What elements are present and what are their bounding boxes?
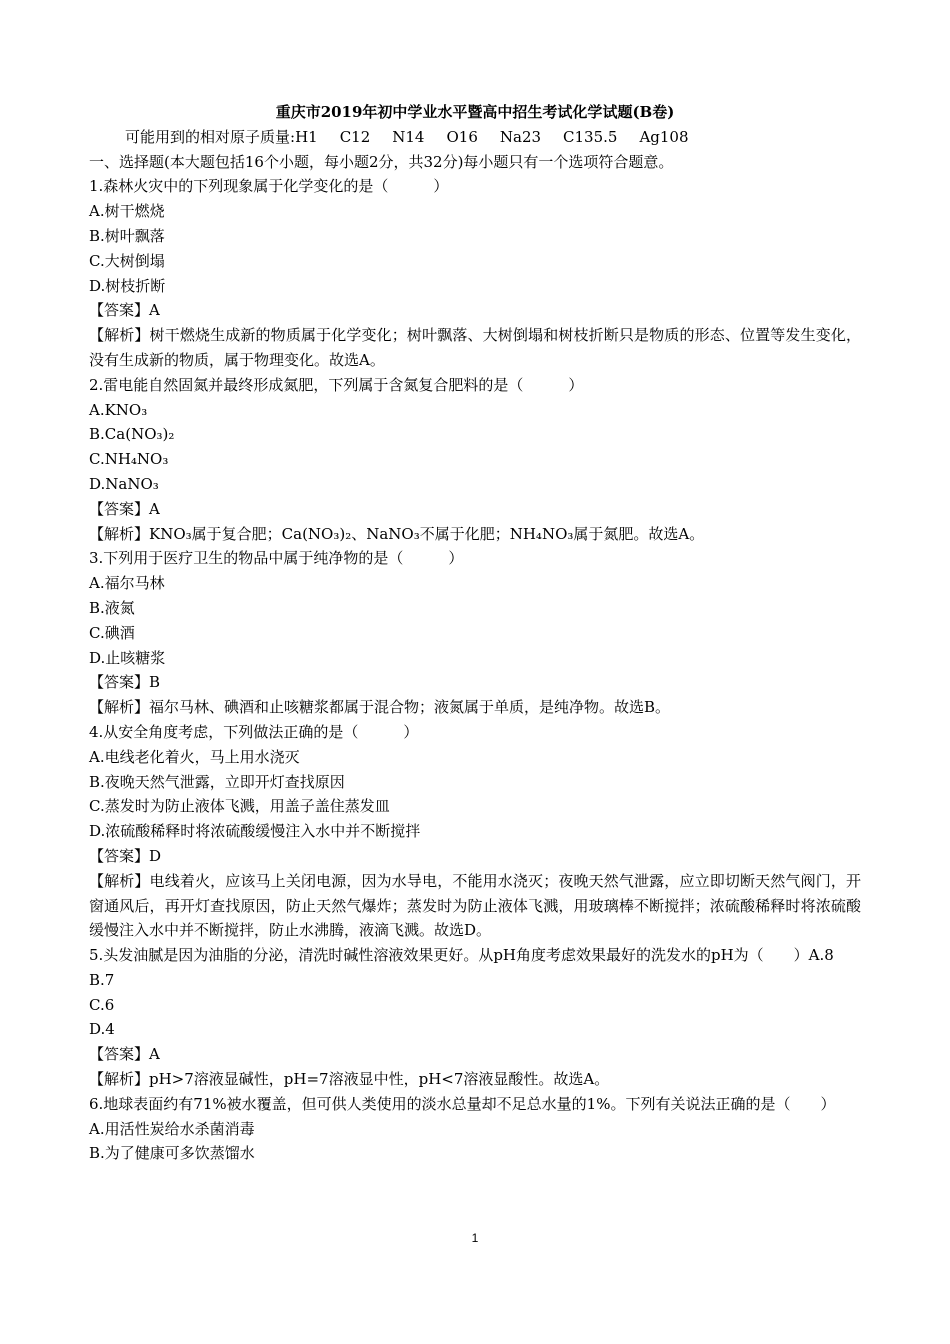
option-b: B.液氮 bbox=[89, 598, 135, 617]
option-d: D.4 bbox=[89, 1020, 115, 1039]
analysis: 【解析】pH>7溶液显碱性，pH=7溶液显中性，pH<7溶液显酸性。故选A。 bbox=[89, 1070, 610, 1089]
question-stem: 4.从安全角度考虑，下列做法正确的是（ ） bbox=[89, 722, 419, 741]
option-b: B.7 bbox=[89, 970, 115, 989]
page-number: 1 bbox=[471, 1231, 479, 1245]
atomic-mass-item: Ag108 bbox=[639, 127, 689, 146]
question-stem: 5.头发油腻是因为油脂的分泌，清洗时碱性溶液效果更好。从pH角度考虑效果最好的洗发水的pH为（ ）A.8 bbox=[89, 946, 834, 965]
answer: 【答案】B bbox=[89, 673, 161, 692]
option-a: A.福尔马林 bbox=[89, 574, 165, 593]
option-d: D.NaNO₃ bbox=[89, 474, 159, 493]
atomic-mass-item: C12 bbox=[339, 127, 371, 146]
option-c: C.NH₄NO₃ bbox=[89, 450, 169, 469]
atomic-mass-item: Na23 bbox=[499, 127, 542, 146]
atomic-masses bbox=[89, 125, 861, 150]
option-d: D.树枝折断 bbox=[89, 276, 166, 295]
atomic-mass-item: N14 bbox=[392, 127, 425, 146]
answer: 【答案】A bbox=[89, 301, 160, 320]
option-a: A.用活性炭给水杀菌消毒 bbox=[89, 1119, 255, 1138]
option-b: B.为了健康可多饮蒸馏水 bbox=[89, 1144, 255, 1163]
section-heading: 一、选择题(本大题包括16个小题，每小题2分，共32分)每小题只有一个选项符合题意。 bbox=[89, 152, 674, 171]
question-stem: 2.雷电能自然固氮并最终形成氮肥，下列属于含氮复合肥料的是（ ） bbox=[89, 375, 584, 394]
option-c: C.大树倒塌 bbox=[89, 251, 165, 270]
option-c: C.6 bbox=[89, 995, 115, 1014]
analysis: 【解析】树干燃烧生成新的物质属于化学变化；树叶飘落、大树倒塌和树枝折断只是物质的形态、位置等发生变化，没有生成新的物质，属于物理变化。故选A。 bbox=[89, 326, 861, 369]
analysis: 【解析】电线着火，应该马上关闭电源，因为水导电，不能用水浇灭；夜晚天然气泄露，应立即切断天然气阀门，开窗通风后，再开灯查找原因，防止天然气爆炸；蒸发时为防止液体飞溅，用玻璃棒不断搅拌；浓硫酸稀释时将浓硫酸缓慢注入水中并不断搅拌，防止水沸腾，液滴飞溅。故选D。 bbox=[89, 871, 861, 940]
atomic-mass-item: C135.5 bbox=[563, 127, 618, 146]
option-b: B.树叶飘落 bbox=[89, 226, 165, 245]
option-a: A.电线老化着火，马上用水浇灭 bbox=[89, 747, 300, 766]
option-d: D.浓硫酸稀释时将浓硫酸缓慢注入水中并不断搅拌 bbox=[89, 822, 421, 841]
atomic-masses-label: 可能用到的相对原子质量: bbox=[125, 127, 296, 146]
analysis: 【解析】福尔马林、碘酒和止咳糖浆都属于混合物；液氮属于单质，是纯净物。故选B。 bbox=[89, 698, 671, 717]
option-d: D.止咳糖浆 bbox=[89, 648, 166, 667]
question-stem: 3.下列用于医疗卫生的物品中属于纯净物的是（ ） bbox=[89, 549, 464, 568]
question-stem: 6.地球表面约有71%被水覆盖，但可供人类使用的淡水总量却不足总水量的1%。下列有关说法正确的是（ ） bbox=[89, 1094, 836, 1113]
option-a: A.树干燃烧 bbox=[89, 202, 165, 221]
analysis: 【解析】KNO₃属于复合肥；Ca(NO₃)₂、NaNO₃不属于化肥；NH₄NO₃属于氮肥。故选A。 bbox=[89, 524, 705, 543]
question-stem: 1.森林火灾中的下列现象属于化学变化的是（ ） bbox=[89, 177, 449, 196]
answer: 【答案】A bbox=[89, 499, 160, 518]
option-b: B.Ca(NO₃)₂ bbox=[89, 425, 175, 444]
document-page bbox=[89, 100, 861, 1166]
option-c: C.蒸发时为防止液体飞溅，用盖子盖住蒸发皿 bbox=[89, 797, 390, 816]
atomic-mass-item: O16 bbox=[446, 127, 478, 146]
answer: 【答案】A bbox=[89, 1045, 160, 1064]
option-c: C.碘酒 bbox=[89, 623, 135, 642]
answer: 【答案】D bbox=[89, 846, 162, 865]
option-b: B.夜晚天然气泄露，立即开灯查找原因 bbox=[89, 772, 345, 791]
option-a: A.KNO₃ bbox=[89, 400, 148, 419]
atomic-mass-item: H1 bbox=[295, 127, 318, 146]
page-title: 重庆市2019年初中学业水平暨高中招生考试化学试题(B卷) bbox=[275, 103, 675, 121]
